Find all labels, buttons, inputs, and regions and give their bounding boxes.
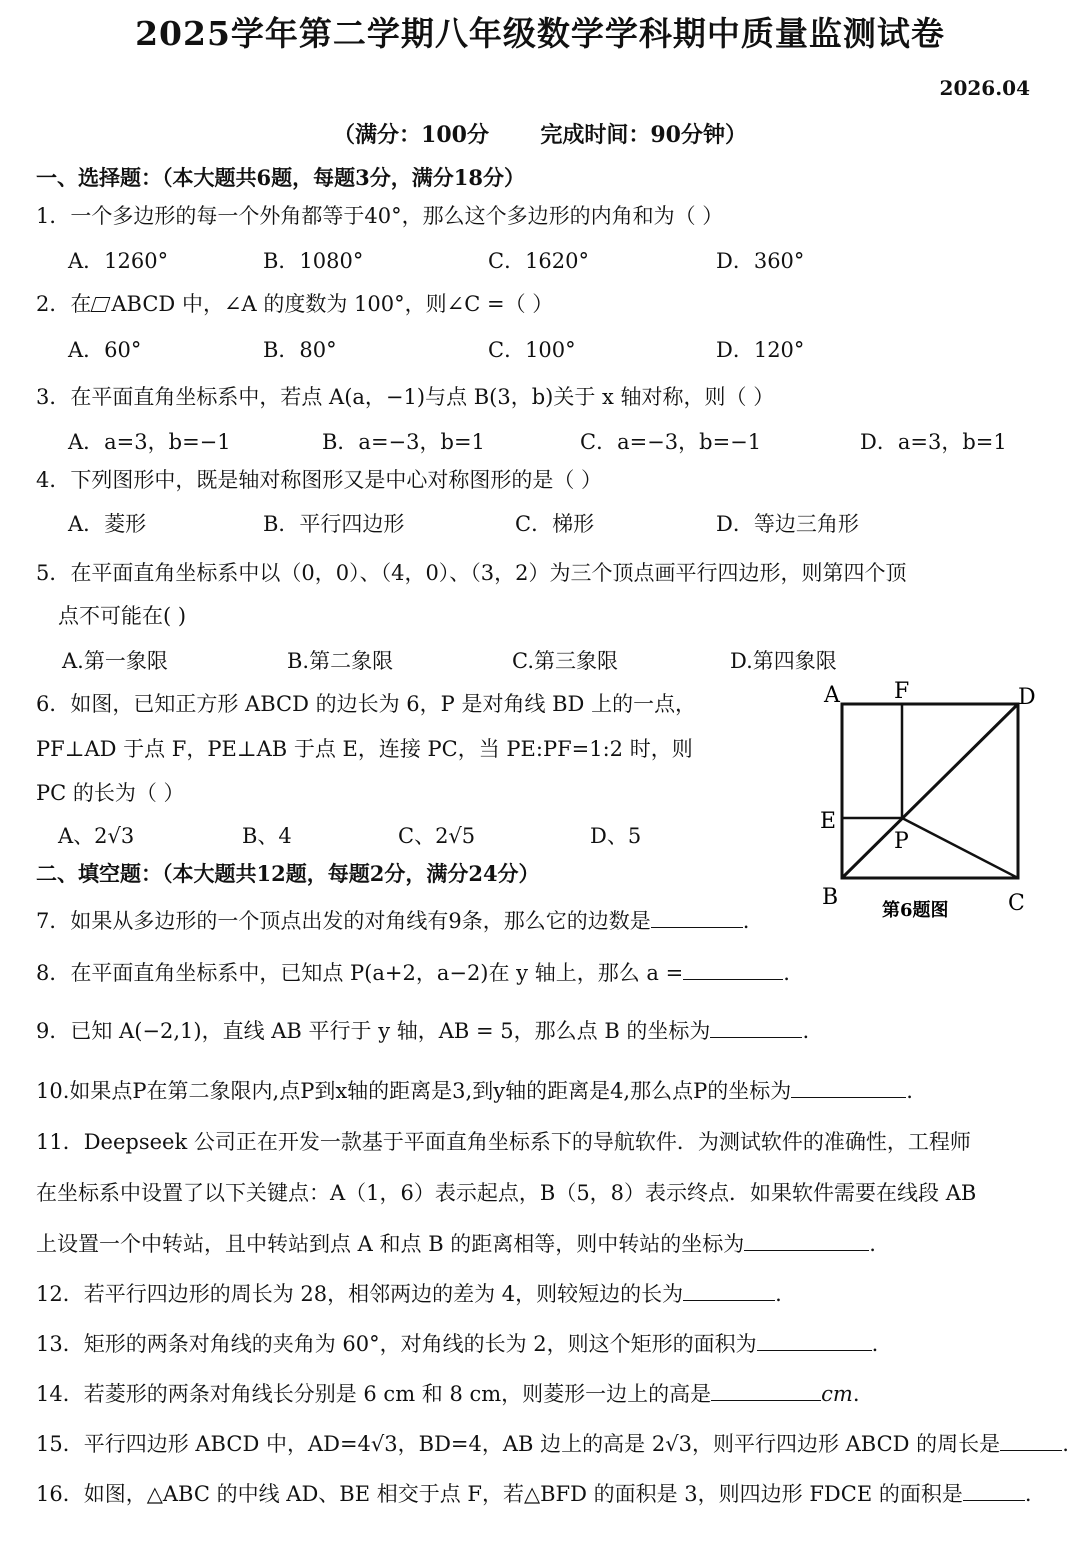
q4-option-c: C．梯形 xyxy=(515,512,595,536)
q15-text: 15．平行四边形 ABCD 中，AD=4√3，BD=4，AB 边上的高是 2√3，则平行四边形 ABCD 的周长是 xyxy=(36,1432,1001,1456)
exam-title: 2025学年第二学期八年级数学学科期中质量监测试卷 xyxy=(135,14,945,53)
q2-option-a: A．60° xyxy=(68,338,142,362)
q15 xyxy=(36,1428,1069,1458)
q5-option-b: B.第二象限 xyxy=(287,649,394,673)
q7 xyxy=(36,905,749,935)
q6-figure xyxy=(810,676,1050,926)
q8-period: . xyxy=(783,961,790,985)
q8-answer-blank[interactable] xyxy=(683,959,783,980)
q6-line3: PC 的长为（ ） xyxy=(36,781,185,805)
full-score: （满分：100分 xyxy=(333,122,489,148)
q12-text: 12．若平行四边形的周长为 28，相邻两边的差为 4，则较短边的长为 xyxy=(36,1282,684,1306)
q15-answer-blank[interactable] xyxy=(1000,1430,1062,1451)
q4-text: 4．下列图形中，既是轴对称图形又是中心对称图形的是（ ） xyxy=(36,468,603,492)
q16-text: 16．如图，△ABC 的中线 AD、BE 相交于点 F，若△BFD 的面积是 3，则四边形 FDCE 的面积是 xyxy=(36,1482,963,1506)
q1-option-d: D．360° xyxy=(716,249,805,273)
label-a: A xyxy=(824,683,840,708)
q6-line1: 6．如图，已知正方形 ABCD 的边长为 6，P 是对角线 BD 上的一点， xyxy=(36,692,697,716)
q5-option-a: A.第一象限 xyxy=(62,649,168,673)
q11-line3 xyxy=(36,1228,876,1258)
q5-line2: 点不可能在( ) xyxy=(58,604,187,628)
q11-line1: 11．Deepseek 公司正在开发一款基于平面直角坐标系下的导航软件．为测试软件的准确性，工程师 xyxy=(36,1130,971,1154)
label-p: P xyxy=(894,829,909,854)
q2-text xyxy=(36,288,553,318)
q11-line2: 在坐标系中设置了以下关键点：A（1，6）表示起点，B（5，8）表示终点．如果软件需要在线段 AB xyxy=(36,1181,977,1205)
q7-text: 7．如果从多边形的一个顶点出发的对角线有9条，那么它的边数是 xyxy=(36,909,651,933)
diagonal-bd xyxy=(842,704,1018,878)
q14-unit: cm xyxy=(821,1382,853,1406)
q15-period: . xyxy=(1062,1432,1069,1456)
label-c: C xyxy=(1008,891,1025,916)
q5-option-c: C.第三象限 xyxy=(512,649,618,673)
label-e: E xyxy=(820,809,837,834)
q6-option-b: B、4 xyxy=(242,824,292,848)
q7-period: . xyxy=(742,909,750,933)
q1-text: 1．一个多边形的每一个外角都等于40°，那么这个多边形的内角和为（ ） xyxy=(36,204,724,228)
q13-answer-blank[interactable] xyxy=(757,1330,872,1351)
q13-text: 13．矩形的两条对角线的夹角为 60°，对角线的长为 2，则这个矩形的面积为 xyxy=(36,1332,757,1356)
q2-num: 2．在 xyxy=(36,292,92,316)
q5-line1: 5．在平面直角坐标系中以（0，0）、（4，0）、（3，2）为三个顶点画平行四边形，则第四个顶 xyxy=(36,561,907,585)
label-b: B xyxy=(822,885,839,910)
time-limit: 完成时间：90分钟） xyxy=(540,122,747,148)
q6-line2: PF⊥AD 于点 F，PE⊥AB 于点 E，连接 PC，当 PE:PF=1:2 时，则 xyxy=(36,737,693,761)
q14 xyxy=(36,1378,860,1408)
q1-option-c: C．1620° xyxy=(488,249,590,273)
q10-answer-blank[interactable] xyxy=(791,1077,906,1098)
q9 xyxy=(36,1015,809,1045)
q9-answer-blank[interactable] xyxy=(710,1017,802,1038)
q14-text: 14．若菱形的两条对角线长分别是 6 cm 和 8 cm，则菱形一边上的高是 xyxy=(36,1382,712,1406)
q1-option-a: A．1260° xyxy=(68,249,169,273)
q4-option-a: A．菱形 xyxy=(68,512,147,536)
q5-option-d: D.第四象限 xyxy=(730,649,837,673)
q11-text: 上设置一个中转站，且中转站到点 A 和点 B 的距离相等，则中转站的坐标为 xyxy=(36,1232,745,1256)
q8-text: 8．在平面直角坐标系中，已知点 P(a+2，a−2)在 y 轴上，那么 a = xyxy=(36,961,684,985)
q14-period: . xyxy=(852,1382,860,1406)
q10-text: 10.如果点P在第二象限内,点P到x轴的距离是3,到y轴的距离是4,那么点P的坐标为 xyxy=(36,1079,792,1103)
q12-period: . xyxy=(775,1282,782,1306)
q10-period: . xyxy=(906,1079,913,1103)
q9-text: 9．已知 A(−2,1)，直线 AB 平行于 y 轴，AB = 5，那么点 B 的坐标为 xyxy=(36,1019,711,1043)
q13 xyxy=(36,1328,878,1358)
q11-period: . xyxy=(869,1232,876,1256)
q6-option-a: A、2√3 xyxy=(58,824,135,848)
parallelogram-icon xyxy=(91,297,111,312)
q10 xyxy=(36,1075,913,1105)
q3-option-a: A．a=3，b=−1 xyxy=(68,430,231,454)
exam-info xyxy=(0,118,1080,149)
exam-date: 2026.04 xyxy=(939,76,1030,100)
q11-answer-blank[interactable] xyxy=(744,1230,869,1251)
q2-option-b: B．80° xyxy=(263,338,337,362)
q6-option-c: C、2√5 xyxy=(398,824,476,848)
q2-rest: ABCD 中，∠A 的度数为 100°，则∠C =（ ） xyxy=(111,292,554,316)
label-f: F xyxy=(894,679,910,704)
q14-answer-blank[interactable] xyxy=(711,1380,821,1401)
q7-answer-blank[interactable] xyxy=(651,907,743,928)
q1-option-b: B．1080° xyxy=(263,249,364,273)
q9-period: . xyxy=(802,1019,810,1043)
figure-caption: 第6题图 xyxy=(882,900,949,921)
q16-answer-blank[interactable] xyxy=(963,1480,1025,1501)
label-d: D xyxy=(1018,685,1036,710)
section2-title: 二、填空题：（本大题共12题，每题2分，满分24分） xyxy=(36,861,540,886)
q12-answer-blank[interactable] xyxy=(683,1280,775,1301)
q4-option-b: B．平行四边形 xyxy=(263,512,405,536)
q12 xyxy=(36,1278,782,1308)
q2-option-d: D．120° xyxy=(716,338,805,362)
q13-period: . xyxy=(871,1332,879,1356)
q16-period: . xyxy=(1024,1482,1032,1506)
segment-pc xyxy=(902,818,1018,878)
q6-option-d: D、5 xyxy=(590,824,642,848)
q2-option-c: C．100° xyxy=(488,338,576,362)
q4-option-d: D．等边三角形 xyxy=(716,512,859,536)
q8 xyxy=(36,957,790,987)
q3-option-b: B．a=−3，b=1 xyxy=(322,430,485,454)
section1-title: 一、选择题：（本大题共6题，每题3分，满分18分） xyxy=(36,165,525,190)
q3-option-d: D．a=3，b=1 xyxy=(860,430,1007,454)
q16 xyxy=(36,1478,1032,1508)
q3-option-c: C．a=−3，b=−1 xyxy=(580,430,762,454)
q3-text: 3．在平面直角坐标系中，若点 A(a，−1)与点 B(3，b)关于 x 轴对称，则（ ） xyxy=(36,385,775,409)
